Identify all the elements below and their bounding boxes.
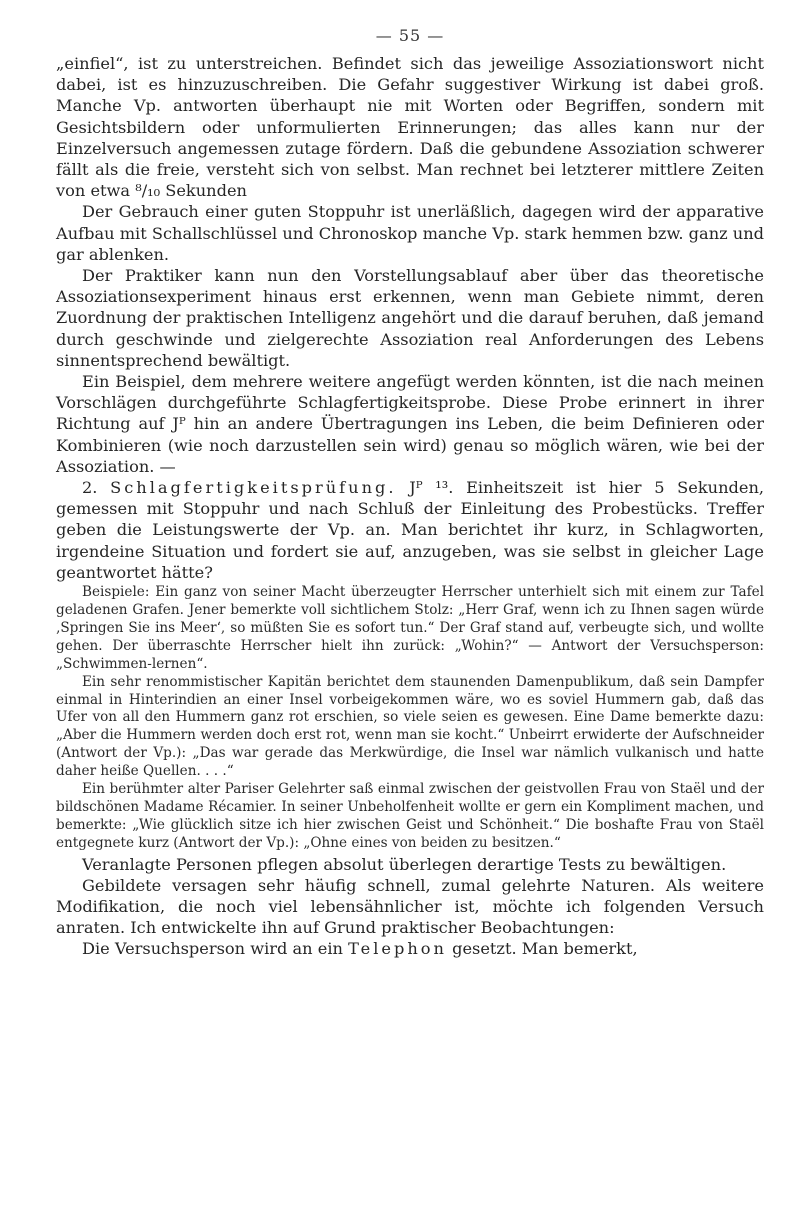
telephon-before: Die Versuchsperson wird an ein — [82, 939, 343, 959]
paragraph-example-probe: Ein Beispiel, dem mehrere weitere angefügt werden könnten, ist die nach meinen Vorschlägen durchgeführte Schlagfertigkeitsprobe. Diese Probe erinnert in ihrer Richtung auf Jᴾ hin an andere Übertragungen ins Leben, die beim Definieren oder Kombinieren (wie noch darzustellen sein wird) genau so möglich wären, wie bei der Assoziation. — — [56, 372, 764, 476]
book-page — [56, 26, 764, 960]
paragraph-association-word: „einfiel“, ist zu unterstreichen. Befindet sich das jeweilige Assoziationswort nicht dabei, ist es hinzuzuschreiben. Die Gefahr suggestiver Wirkung ist dabei groß. Manche Vp. antworten überhaupt nie mit Worten oder Begriffen, sondern mit Gesichtsbildern oder unformulierten Erinnerungen; das alles kann nur der Einzelversuch angemessen zutage fördern. Daß die gebundene Assoziation schwerer fällt als die freie, versteht sich von selbst. Man rechnet bei letzterer mittlere Zeiten von etwa ⁸/₁₀ Sekunden — [56, 54, 764, 201]
example-kapitaen: Ein sehr renommistischer Kapitän berichtet dem staunenden Damenpublikum, daß sein Dampfer einmal in Hinterindien an einer Insel vorbeigekommen wäre, wo es soviel Hummern gab, daß das Ufer von all den Hummern ganz rot erschien, so viele seien es gewesen. Eine Dame bemerkte dazu: „Aber die Hummern werden doch erst rot, wenn man sie kocht.“ Unbeirrt erwiderte der Aufschneider (Antwort der Vp.): „Das war gerade das Merkwürdige, die Insel war nämlich vulkanisch und hatte daher heiße Quellen. . . .“ — [56, 673, 764, 780]
examples-block — [56, 584, 764, 853]
section-heading: Schlagfertigkeitsprüfung. — [110, 478, 397, 498]
telephon-after: gesetzt. Man bemerkt, — [452, 939, 638, 959]
paragraph-telephon — [56, 938, 764, 959]
paragraph-veranlagte: Veranlagte Personen pflegen absolut überlegen derartige Tests zu bewältigen. — [82, 854, 727, 874]
section-number: 2. — [82, 478, 98, 498]
paragraph-stopwatch: Der Gebrauch einer guten Stoppuhr ist unerläßlich, dagegen wird der apparative Aufbau mit Schallschlüssel und Chronoskop manche Vp. stark hemmen bzw. ganz und gar ablenken. — [56, 202, 765, 264]
section-reference: Jᴾ ¹³. — [409, 478, 454, 498]
section-text: Einheitszeit ist hier 5 Sekunden, gemessen mit Stoppuhr und nach Schluß der Einleitung des Probestücks. Treffer geben die Leistungswerte der Vp. an. Man berichtet ihr kurz, in Schlagworten, irgendeine Situation und fordert sie auf, anzugeben, was sie selbst in gleicher Lage geantwortet hätte? — [56, 478, 765, 582]
example-staeel: Ein berühmter alter Pariser Gelehrter saß einmal zwischen der geistvollen Frau von Staël und der bildschönen Madame Récamier. In seiner Unbeholfenheit wollte er gern ein Kompliment machen, und bemerkte: „Wie glücklich sitze ich hier zwischen Geist und Schönheit.“ Die boshafte Frau von Staël entgegnete kurz (Antwort der Vp.): „Ohne eines von beiden zu besitzen.“ — [56, 781, 764, 851]
telephon-word: Telephon — [348, 939, 447, 959]
section-schlagfertigkeit — [56, 477, 764, 583]
paragraph-gebildete: Gebildete versagen sehr häufig schnell, zumal gelehrte Naturen. Als weitere Modifikation, die noch viel lebensähnlicher ist, möchte ich folgenden Versuch anraten. Ich entwickelte ihn auf Grund praktischer Beobachtungen: — [56, 875, 764, 938]
paragraph-practitioner: Der Praktiker kann nun den Vorstellungsablauf aber über das theoretische Assoziationsexperiment hinaus erst erkennen, wenn man Gebiete nimmt, deren Zuordnung der praktischen Intelligenz angehört und die darauf beruhen, daß jemand durch geschwinde und zielgerechte Assoziation real Anforderungen des Lebens sinnentsprechend bewältigt. — [56, 266, 764, 370]
example-herrscher: Beispiele: Ein ganz von seiner Macht überzeugter Herrscher unterhielt sich mit einem zur Tafel geladenen Grafen. Jener bemerkte voll sichtlichem Stolz: „Herr Graf, wenn ich zu Ihnen sagen würde ‚Springen Sie ins Meer‘, so müßten Sie es sofort tun.“ Der Graf stand auf, verbeugte sich, und wollte gehen. Der überraschte Herrscher hielt ihn zurück: „Wohin?“ — Antwort der Versuchsperson: „Schwimmen-lernen“. — [56, 584, 764, 672]
page-number: — 55 — — [375, 26, 445, 45]
